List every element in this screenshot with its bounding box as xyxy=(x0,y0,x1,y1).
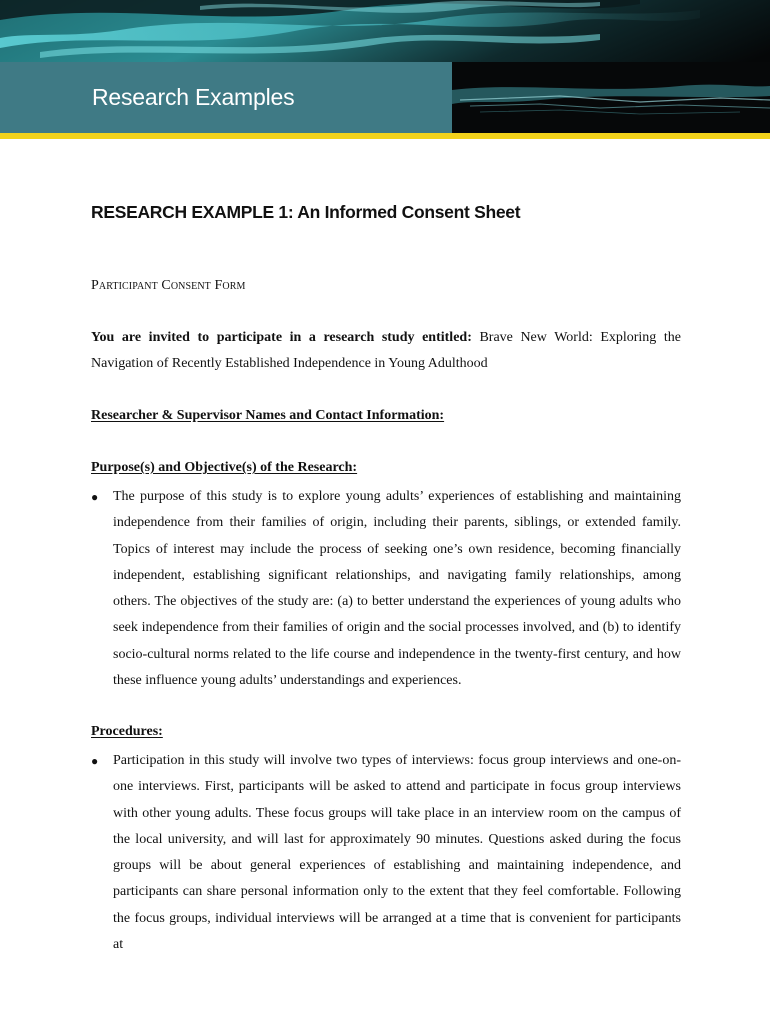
document-heading: RESEARCH EXAMPLE 1: An Informed Consent Sheet xyxy=(91,202,521,222)
form-title: Participant Consent Form xyxy=(91,278,246,293)
purpose-bullet xyxy=(91,484,681,694)
yellow-divider xyxy=(0,133,770,139)
procedures-text: Participation in this study will involve two types of interviews: focus group interviews and one-on-one interviews. First, participants will be asked to attend and participate in focus group interviews with other young adults. These focus groups will take place in an interview room on the campus of the local university, and will last for approximately 90 minutes. Questions asked during the focus groups will be about general experiences of establishing and maintaining independence, and participants can share personal information only to the extent that they feel comfortable. Following the focus groups, individual interviews will be arranged at a time that is convenient for participants at xyxy=(113,753,681,953)
section-heading-researcher: Researcher & Supervisor Names and Contact Information: xyxy=(91,408,445,423)
section-heading-procedures: Procedures: xyxy=(91,724,163,739)
section-heading-purpose: Purpose(s) and Objective(s) of the Research: xyxy=(91,460,358,475)
invitation-lead: You are invited to participate in a research study entitled: xyxy=(91,330,472,345)
invitation-paragraph xyxy=(91,325,681,378)
bullet-icon: ● xyxy=(91,754,99,768)
header-banner xyxy=(0,0,770,133)
banner-title: Research Examples xyxy=(92,84,295,110)
study-title: Brave New World: Exploring the Navigation of Recently Established Independence in Young Adulthood xyxy=(91,330,681,372)
purpose-text: The purpose of this study is to explore young adults’ experiences of establishing and maintaining independence from their families of origin, including their parents, siblings, or extended family. Topics of interest may include the process of seeking one’s own residence, becoming financially independent, establishing significant relationships, and navigating family relationships, among others. The objectives of the study are: (a) to better understand the experiences of young adults who seek independence from their families of origin and the social processes involved, and (b) to identify socio-cultural norms related to the life course and independence in the twenty-first century, and how these influence young adults’ understandings and experiences. xyxy=(113,489,681,689)
bullet-icon: ● xyxy=(91,490,99,504)
procedures-bullet xyxy=(91,748,681,958)
